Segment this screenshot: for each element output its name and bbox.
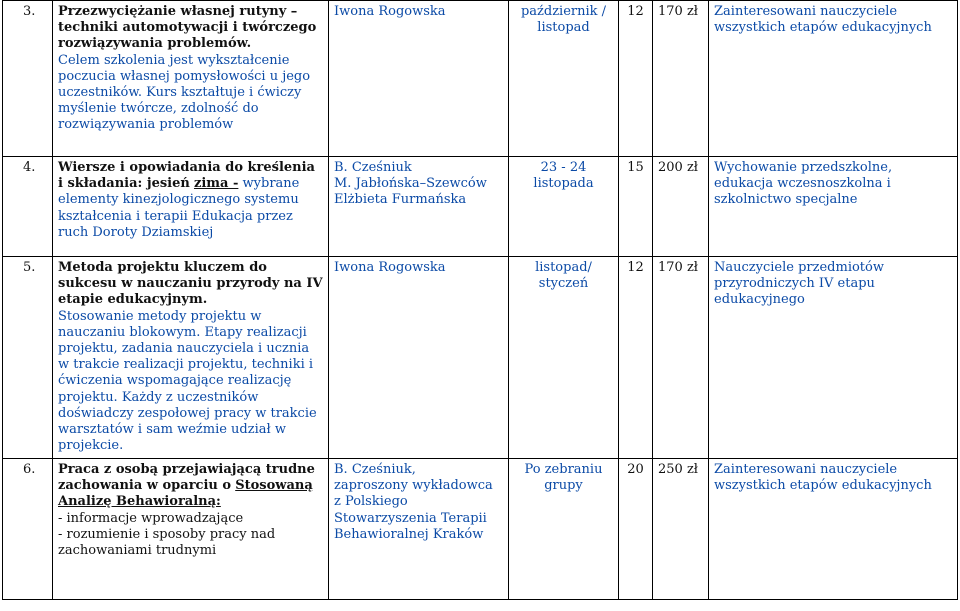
- course-price: 170 zł: [653, 1, 709, 157]
- course-hours: 12: [619, 257, 653, 459]
- course-table: [2, 0, 958, 600]
- course-description-cell: [53, 1, 329, 157]
- course-description-cell: [53, 459, 329, 600]
- course-term: 23 - 24 listopada: [509, 157, 619, 257]
- table-row: [3, 157, 958, 257]
- course-hours: 20: [619, 459, 653, 600]
- course-description: Stosowanie metody projektu w nauczaniu blokowym. Etapy realizacji projektu, zadania nauczyciela i ucznia w trakcie realizacji projektu, techniki i ćwiczenia wspomagające realizację projektu. Każdy z uczestników doświadczy zespołowej pracy w trakcie warsztatów i sam weźmie udział w projekcie.: [58, 308, 317, 454]
- course-title: Przezwyciężanie własnej rutyny – techniki automotywacji i twórczego rozwiązywania problemów.: [58, 4, 317, 52]
- course-description: Celem szkolenia jest wykształcenie poczucia własnej pomysłowości u jego uczestników. Kurs kształtuje i ćwiczy myślenie twórcze, zdolność do rozwiązywania problemów: [58, 52, 311, 133]
- course-description-cell: [53, 157, 329, 257]
- lead-line: B. Cześniuk,: [334, 462, 416, 477]
- lead-line: Stowarzyszenia Terapii: [334, 510, 487, 526]
- course-title-part-2: zima -: [193, 176, 239, 192]
- course-description-cell: [53, 257, 329, 459]
- course-audience: Zainteresowani nauczyciele wszystkich etapów edukacyjnych: [709, 1, 958, 157]
- course-title-part-2: Stosowaną Analizę Behawioralną:: [58, 478, 313, 510]
- row-number: 5.: [3, 257, 53, 459]
- course-title-part-1: Praca z osobą przejawiającą trudne zachowania w oparciu o: [58, 462, 315, 494]
- course-description-line: - rozumienie i sposoby pracy nad zachowaniami trudnymi: [58, 526, 276, 559]
- course-price: 250 zł: [653, 459, 709, 600]
- course-price: 200 zł: [653, 157, 709, 257]
- course-lead: [329, 459, 509, 600]
- course-term: październik / listopad: [509, 1, 619, 157]
- course-hours: 12: [619, 1, 653, 157]
- table-row: [3, 257, 958, 459]
- lead-line: z Polskiego: [334, 494, 408, 510]
- course-lead: [329, 157, 509, 257]
- course-lead: Iwona Rogowska: [329, 1, 509, 157]
- table-row: [3, 1, 958, 157]
- lead-line: zaproszony wykładowca: [334, 478, 493, 494]
- course-lead: Iwona Rogowska: [329, 257, 509, 459]
- row-number: 4.: [3, 157, 53, 257]
- table-row: [3, 459, 958, 600]
- course-audience: Wychowanie przedszkolne, edukacja wczesnoszkolna i szkolnictwo specjalne: [709, 157, 958, 257]
- row-number: 6.: [3, 459, 53, 600]
- course-term: Po zebraniu grupy: [509, 459, 619, 600]
- course-hours: 15: [619, 157, 653, 257]
- lead-line: M. Jabłońska–Szewców: [334, 176, 487, 192]
- course-price: 170 zł: [653, 257, 709, 459]
- course-term: listopad/ styczeń: [509, 257, 619, 459]
- lead-line: Elżbieta Furmańska: [334, 192, 467, 208]
- course-title-part-1: Wiersze i opowiadania do kreślenia i składania: jesień: [58, 160, 315, 192]
- course-title: Metoda projektu kluczem do sukcesu w nauczaniu przyrody na IV etapie edukacyjnym.: [58, 260, 323, 308]
- course-audience: Nauczyciele przedmiotów przyrodniczych IV etapu edukacyjnego: [709, 257, 958, 459]
- lead-line: B. Cześniuk: [334, 160, 412, 175]
- lead-line: Behawioralnej Kraków: [334, 526, 484, 542]
- course-audience: Zainteresowani nauczyciele wszystkich etapów edukacyjnych: [709, 459, 958, 600]
- course-description-line: - informacje wprowadzające: [58, 510, 244, 526]
- course-description: wybrane elementy kinezjologicznego systemu kształcenia i terapii Edukacja przez ruch Doroty Dziamskiej: [58, 176, 300, 240]
- row-number: 3.: [3, 1, 53, 157]
